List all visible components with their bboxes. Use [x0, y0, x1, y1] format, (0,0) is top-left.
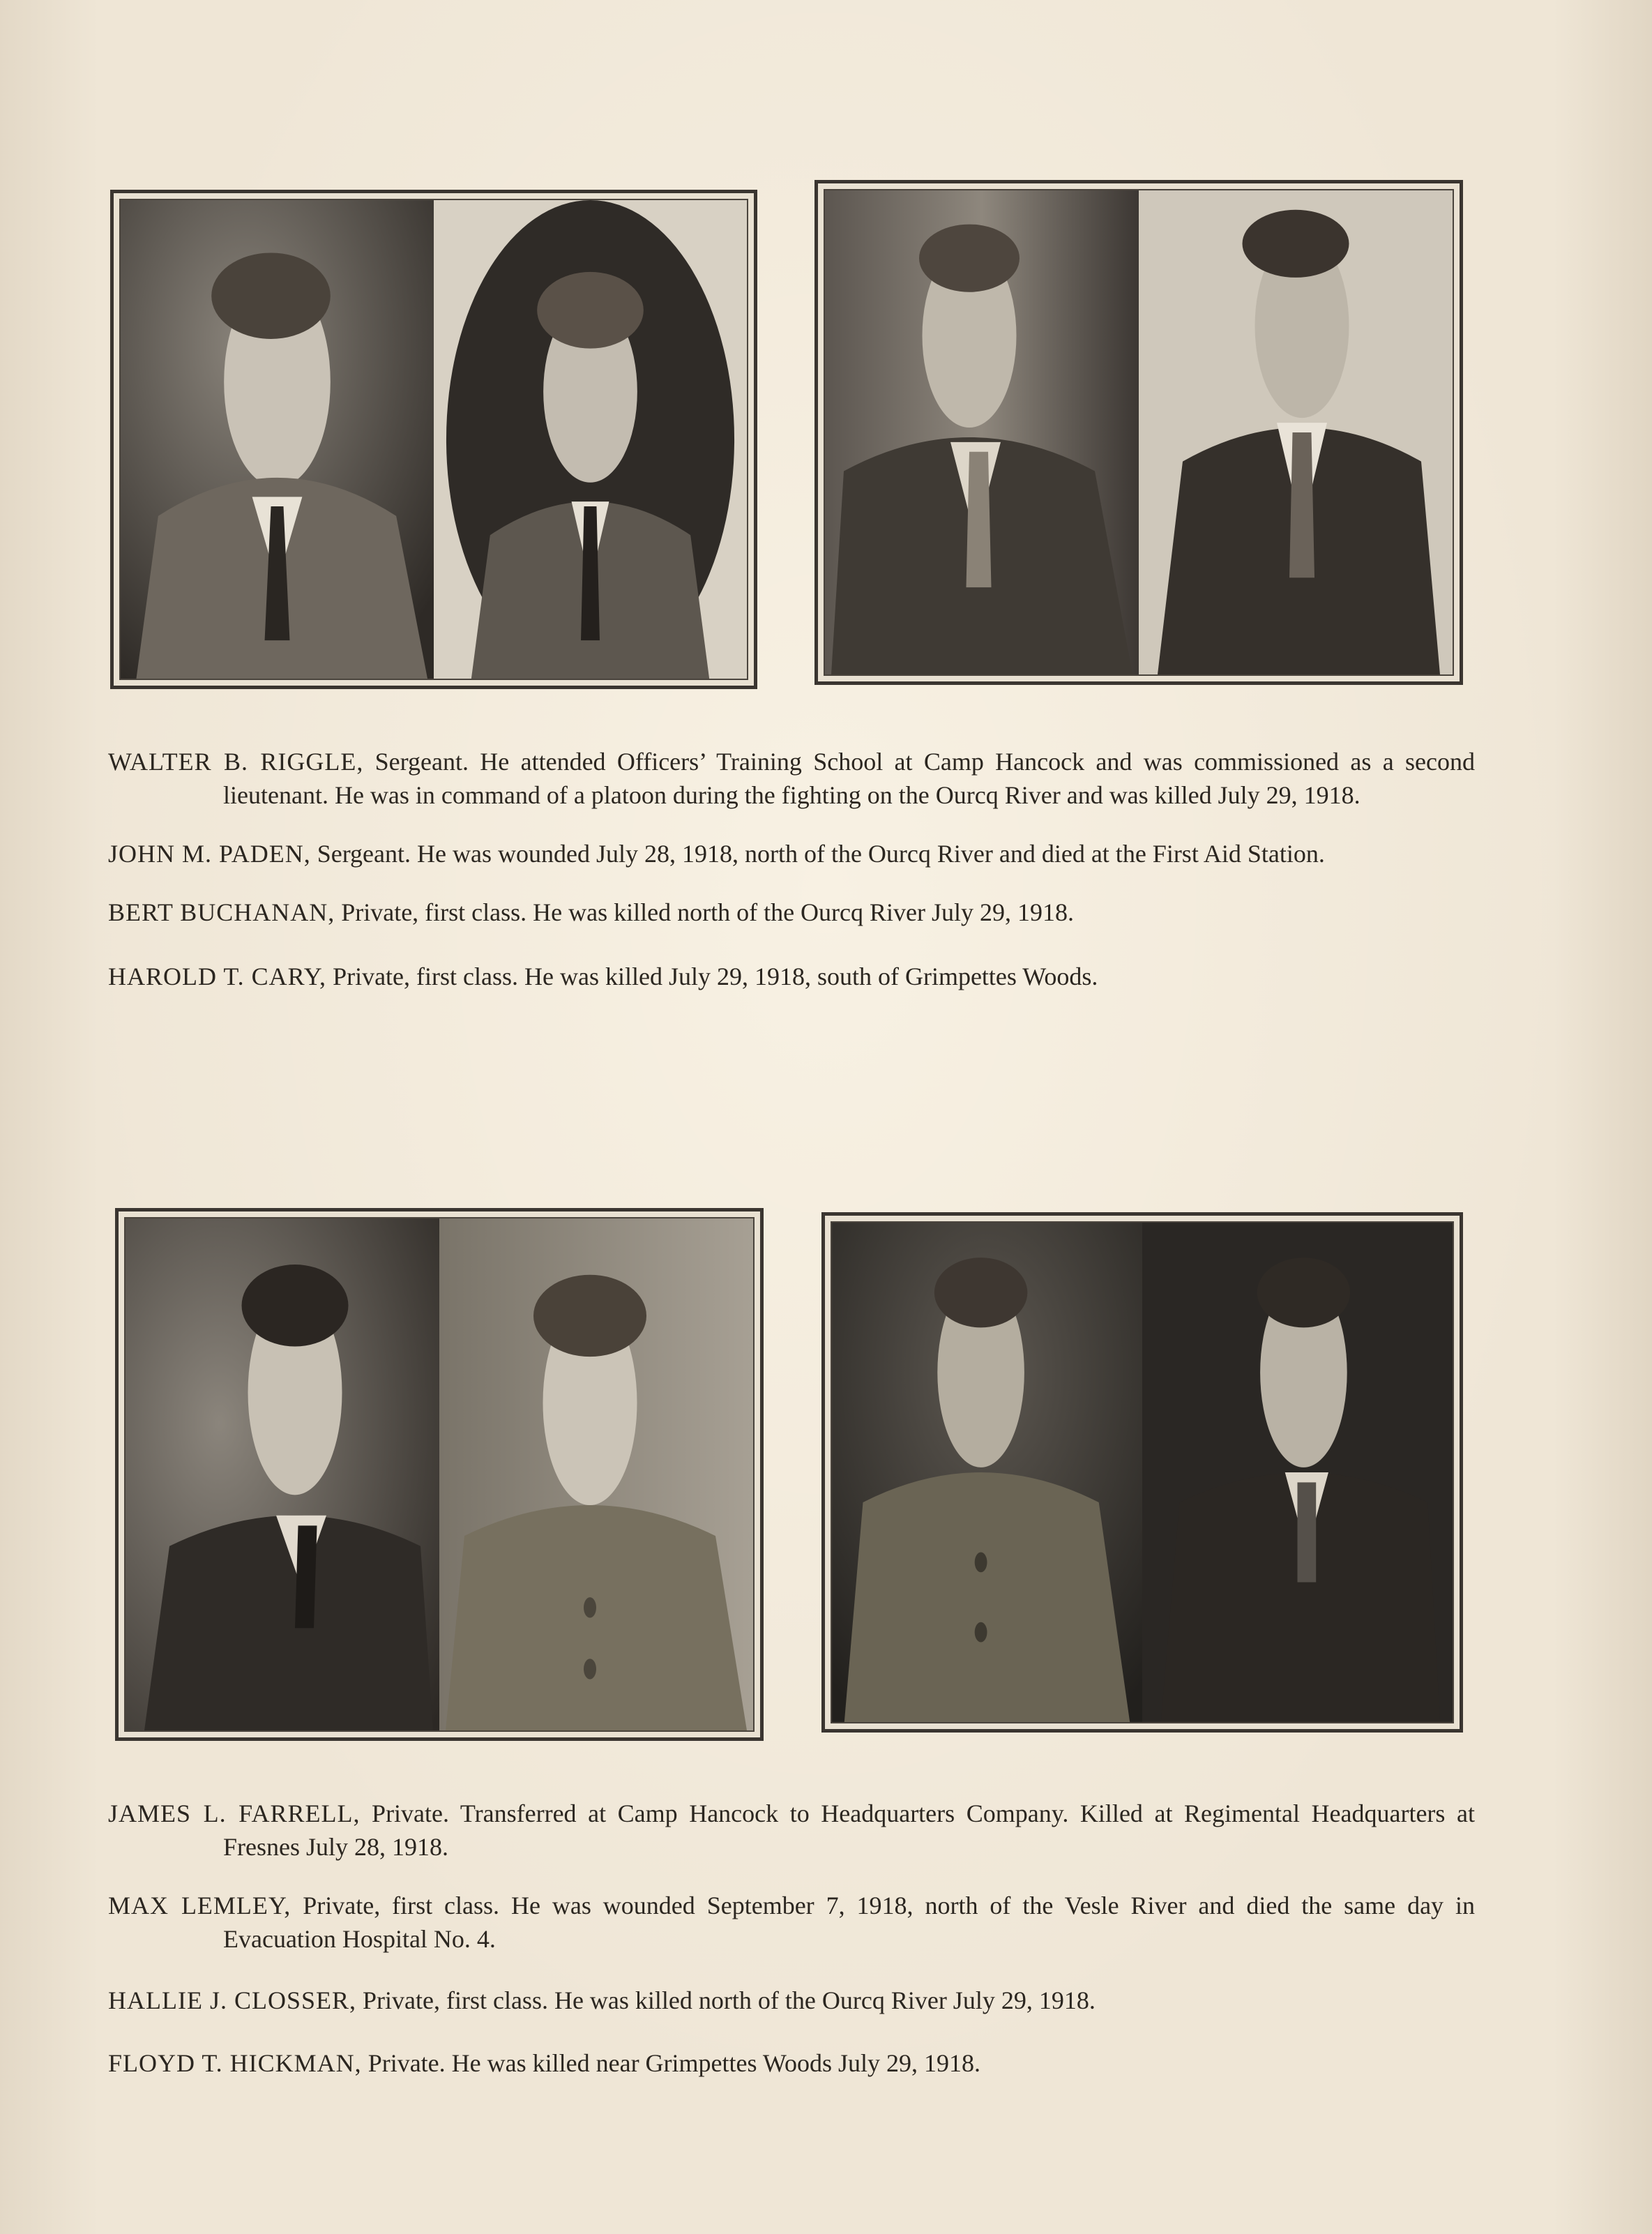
captions-bottom	[108, 1797, 1475, 2080]
portrait-photo	[439, 1218, 753, 1730]
caption-entry	[108, 1984, 1475, 2017]
caption-entry	[108, 837, 1475, 870]
portrait-photo	[121, 200, 434, 679]
soldier-name: JOHN M. PADEN,	[108, 840, 311, 868]
soldier-details: Private. He was killed near Grimpettes Woods July 29, 1918.	[361, 2049, 980, 2077]
photo-group-bottom-left	[115, 1208, 764, 1741]
soldier-details: Private, first class. He was killed north of the Ourcq River July 29, 1918.	[335, 898, 1075, 926]
caption-entry	[108, 2046, 1475, 2080]
soldier-name: MAX LEMLEY,	[108, 1892, 291, 1919]
soldier-name: BERT BUCHANAN,	[108, 898, 335, 926]
caption-entry	[108, 1889, 1475, 1956]
portrait-photo	[126, 1218, 439, 1730]
soldier-details: Private, first class. He was killed north of the Ourcq River July 29, 1918.	[356, 1986, 1096, 2014]
portrait-photo	[1142, 1223, 1453, 1722]
captions-top	[108, 745, 1475, 993]
soldier-details: Private, first class. He was wounded September 7, 1918, north of the Vesle River and died the same day in Evacuation Hospital No. 4.	[223, 1892, 1475, 1953]
soldier-name: JAMES L. FARRELL,	[108, 1799, 361, 1827]
photo-group-top-right	[814, 180, 1463, 685]
caption-entry	[108, 745, 1475, 812]
portrait-photo	[825, 190, 1139, 674]
soldier-details: Private. Transferred at Camp Hancock to Headquarters Company. Killed at Regimental Headquarters at Fresnes July 28, 1918.	[223, 1799, 1475, 1861]
soldier-name: WALTER B. RIGGLE,	[108, 748, 364, 776]
soldier-details: Private, first class. He was killed July 29, 1918, south of Grimpettes Woods.	[326, 963, 1098, 990]
photo-group-bottom-right	[821, 1212, 1463, 1733]
portrait-photo	[434, 200, 747, 679]
caption-entry	[108, 1797, 1475, 1864]
soldier-details: Sergeant. He was wounded July 28, 1918, north of the Ourcq River and died at the First Aid Station.	[310, 840, 1325, 868]
soldier-name: FLOYD T. HICKMAN,	[108, 2049, 362, 2077]
soldier-details: Sergeant. He attended Officers’ Training School at Camp Hancock and was commissioned as a second lieutenant. He was in command of a platoon during the fighting on the Ourcq River and was killed July 29, 1918.	[223, 748, 1475, 809]
soldier-name: HAROLD T. CARY,	[108, 963, 327, 990]
caption-entry	[108, 896, 1475, 929]
caption-entry	[108, 960, 1475, 993]
portrait-photo	[1139, 190, 1453, 674]
soldier-name: HALLIE J. CLOSSER,	[108, 1986, 357, 2014]
portrait-photo	[832, 1223, 1142, 1722]
photo-group-top-left	[110, 190, 757, 689]
